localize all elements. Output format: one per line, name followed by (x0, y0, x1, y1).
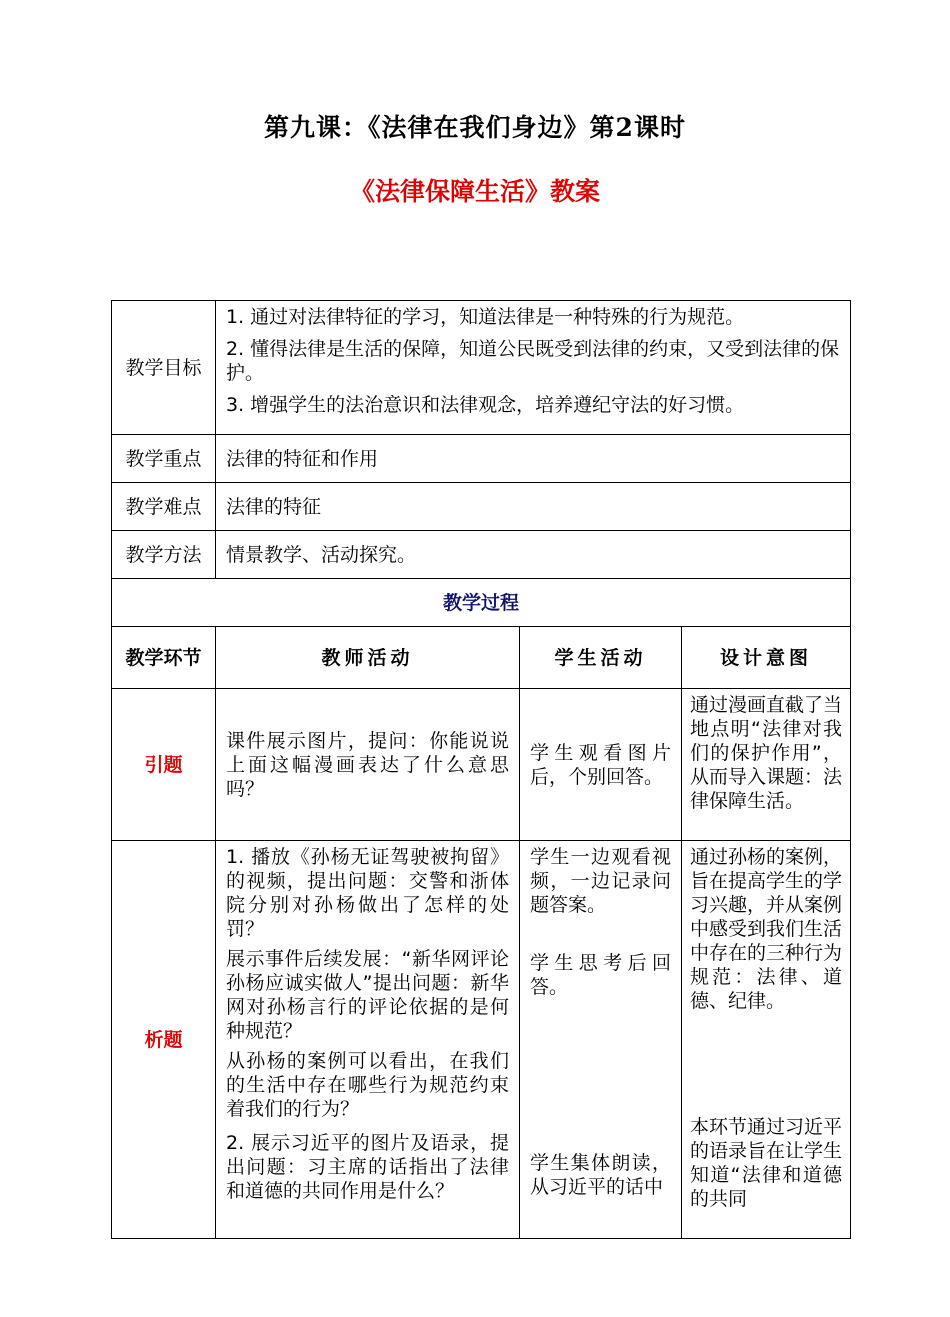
header-teacher: 教师活动 (216, 627, 520, 689)
teacher-paragraph: 从孙杨的案例可以看出，在我们的生活中存在哪些行为规范约束着我们的行为？ (226, 1050, 509, 1120)
teacher-paragraph: 展示事件后续发展：“新华网评论孙杨应诚实做人”提出问题：新华网对孙杨言行的评论依据的是何种规范？ (226, 948, 509, 1042)
student-paragraph: 学生集体朗读，从习近平的话中 (530, 1152, 671, 1198)
goal-item: 2. 懂得法律是生活的保障，知道公民既受到法律的约束，又受到法律的保护。 (226, 338, 840, 384)
student-paragraph: 学生一边观看视频，一边记录问题答案。 (530, 846, 671, 916)
method-row (112, 531, 851, 579)
section-name-intro: 引题 (112, 689, 216, 841)
intro-teacher: 课件展示图片，提问：你能说说上面这幅漫画表达了什么意思吗？ (216, 689, 520, 841)
lesson-plan-table (111, 300, 851, 1239)
key-label: 教学重点 (112, 435, 216, 483)
process-title: 教学过程 (112, 579, 851, 627)
goal-item: 1. 通过对法律特征的学习，知道法律是一种特殊的行为规范。 (226, 306, 745, 328)
difficulty-content: 法律的特征 (216, 483, 851, 531)
analysis-teacher (216, 841, 520, 1239)
goal-row (112, 301, 851, 435)
key-row (112, 435, 851, 483)
goal-content (216, 301, 851, 435)
method-content: 情景教学、活动探究。 (216, 531, 851, 579)
section-row-intro (112, 689, 851, 841)
header-stage: 教学环节 (112, 627, 216, 689)
method-label: 教学方法 (112, 531, 216, 579)
difficulty-row (112, 483, 851, 531)
intro-student: 学生观看图片后，个别回答。 (520, 689, 682, 841)
process-header-row (112, 627, 851, 689)
section-row-analysis (112, 841, 851, 1239)
student-paragraph: 学生思考后回答。 (530, 952, 671, 998)
teacher-paragraph: 1. 播放《孙杨无证驾驶被拘留》的视频，提出问题：交警和浙体院分别对孙杨做出了怎样的处罚？ (226, 846, 509, 940)
section-name-analysis: 析题 (112, 841, 216, 1239)
header-student: 学生活动 (520, 627, 682, 689)
goal-item: 3. 增强学生的法治意识和法律观念，培养遵纪守法的好习惯。 (226, 394, 745, 416)
process-title-row (112, 579, 851, 627)
document-title: 第九课：《法律在我们身边》第2课时 (264, 113, 686, 142)
intent-paragraph: 通过孙杨的案例，旨在提高学生的学习兴趣，并从案例中感受到我们生活中存在的三种行为规范：法律、道德、纪律。 (690, 846, 843, 1012)
key-content: 法律的特征和作用 (216, 435, 851, 483)
document-subtitle: 《法律保障生活》教案 (349, 177, 600, 206)
teacher-paragraph: 2. 展示习近平的图片及语录，提出问题：习主席的话指出了法律和道德的共同作用是什么？ (226, 1132, 509, 1202)
analysis-intent (682, 841, 851, 1239)
difficulty-label: 教学难点 (112, 483, 216, 531)
intro-intent: 通过漫画直截了当地点明“法律对我们的保护作用”，从而导入课题：法律保障生活。 (682, 689, 851, 841)
analysis-student (520, 841, 682, 1239)
intent-paragraph: 本环节通过习近平的语录旨在让学生知道“法律和道德的共同 (690, 1116, 843, 1210)
header-intent: 设计意图 (682, 627, 851, 689)
goal-label: 教学目标 (112, 301, 216, 435)
